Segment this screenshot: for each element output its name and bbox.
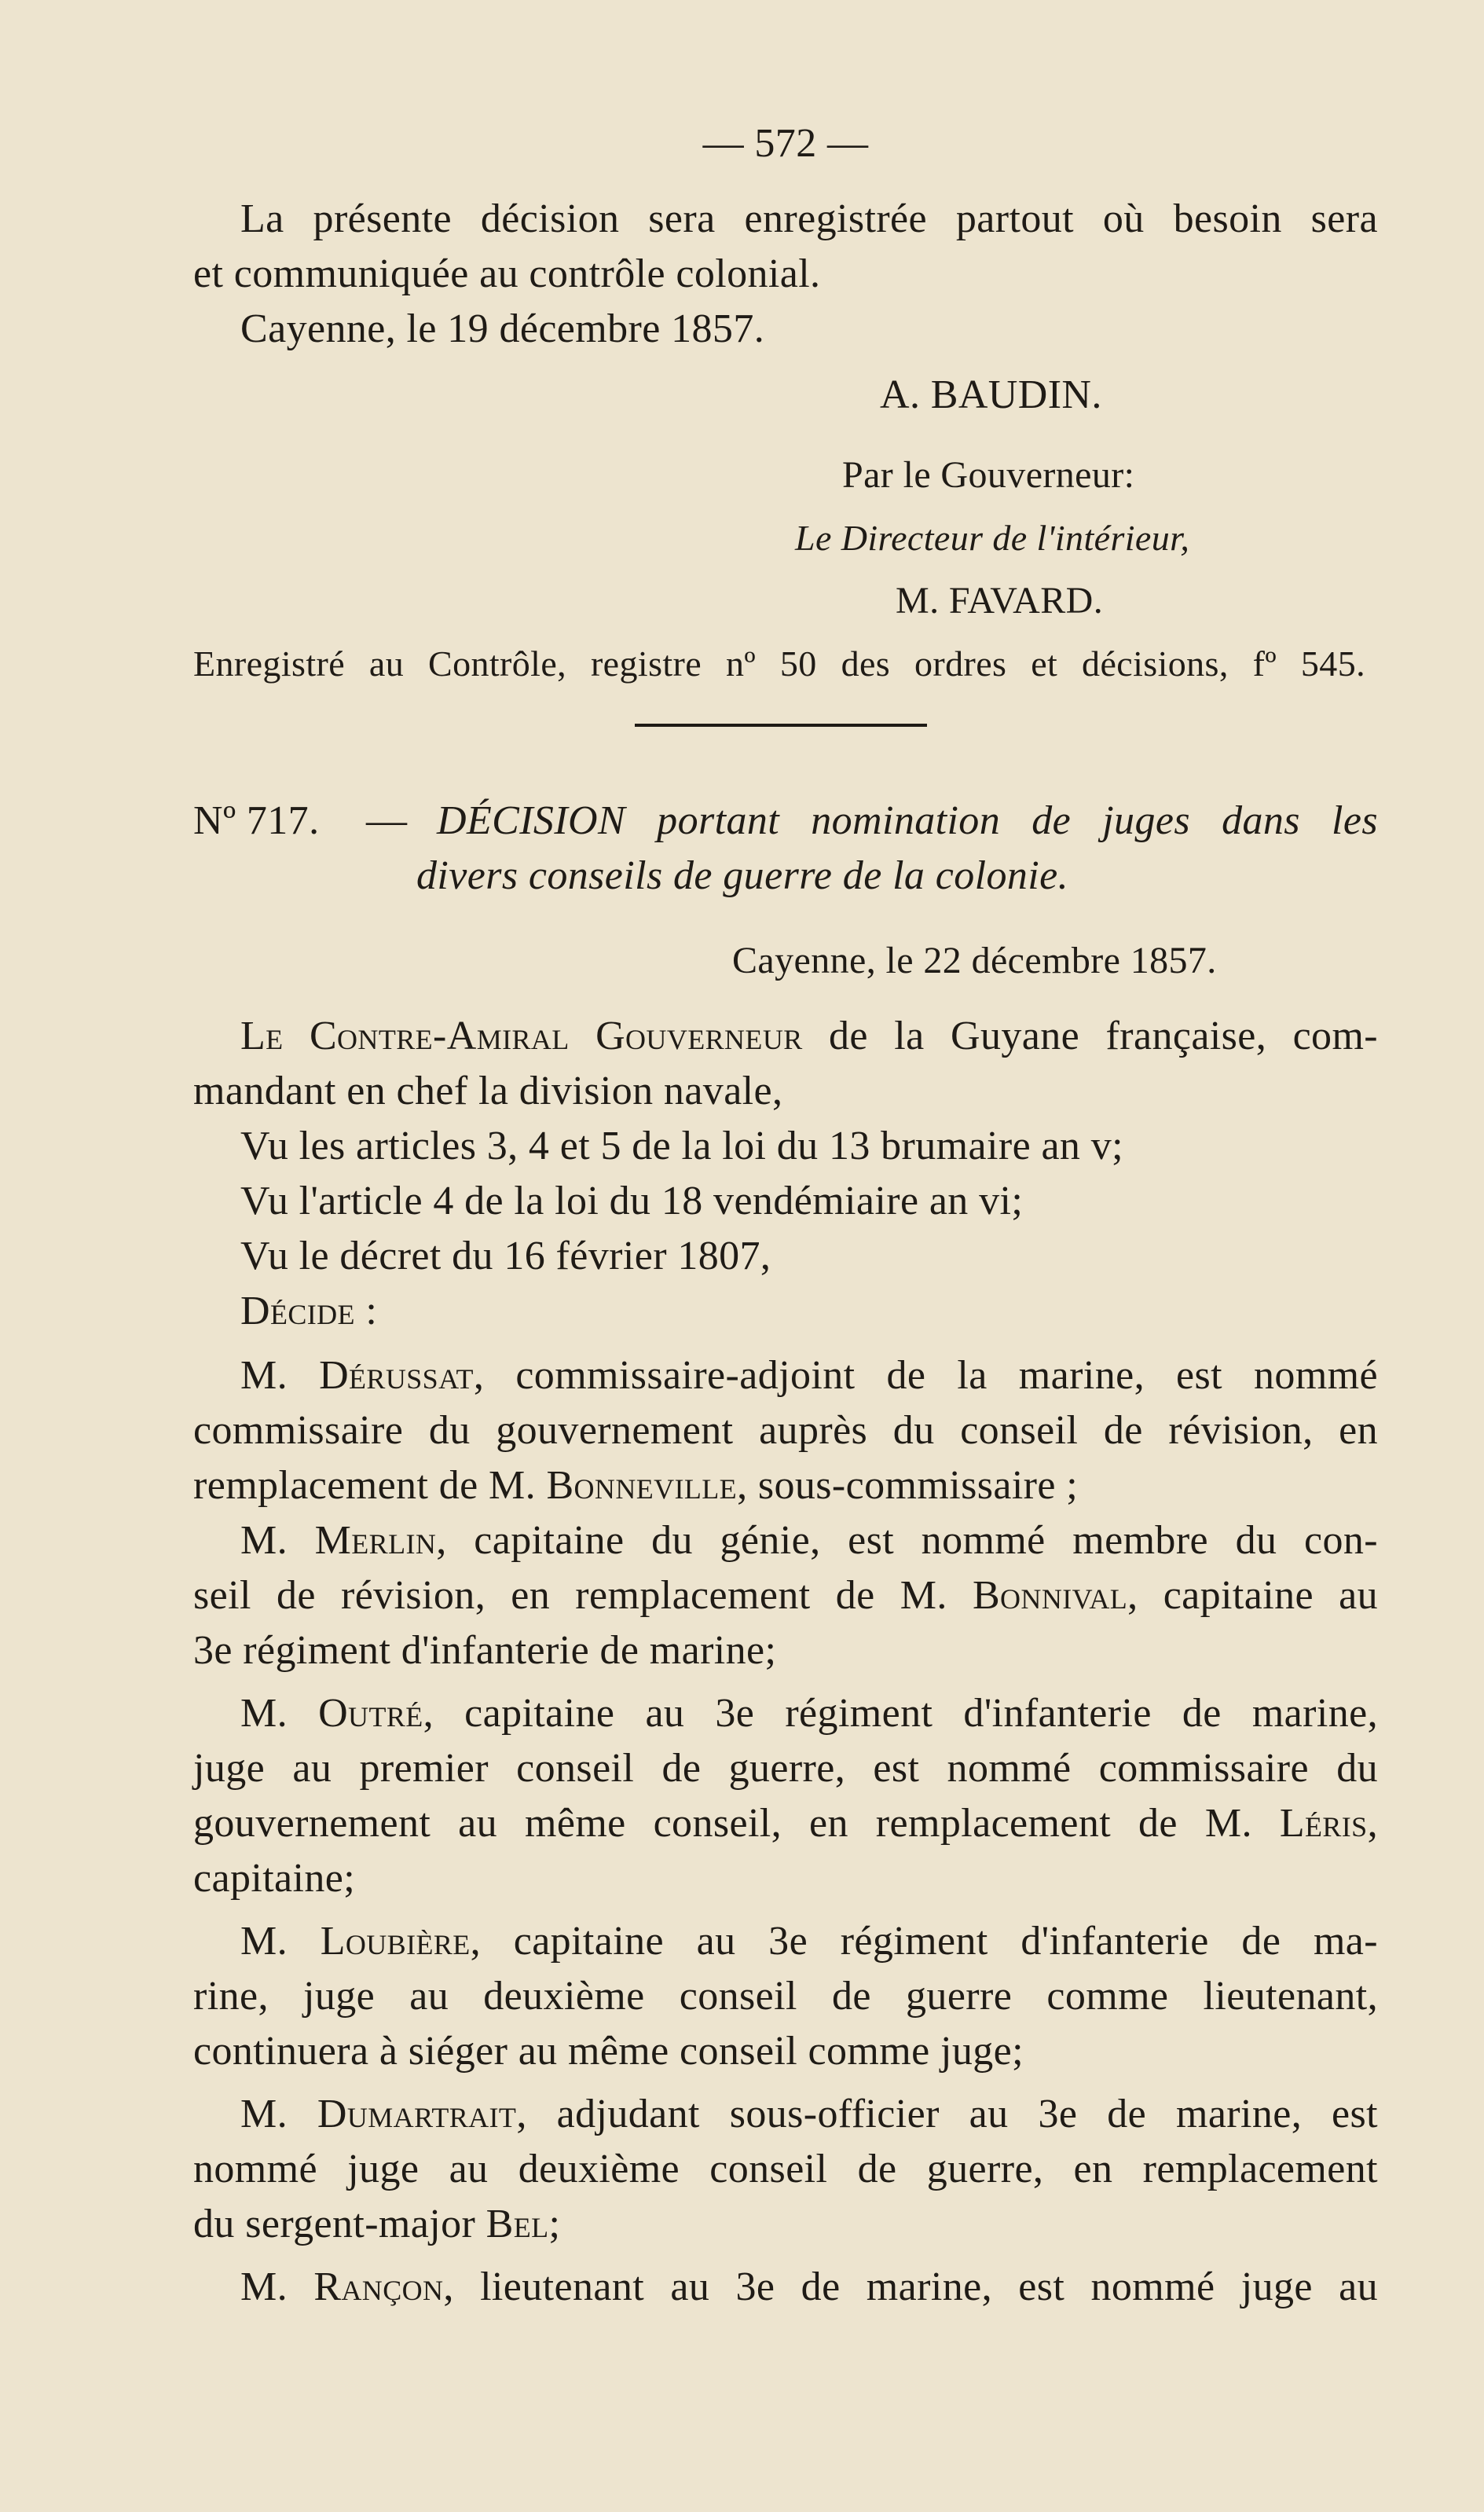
vu-clause: Vu le décret du 16 février 1807, — [240, 1234, 771, 1278]
article-line: commissaire du gouvernement auprès du conseil de révision, en — [193, 1408, 1378, 1453]
article-line: juge au premier conseil de guerre, est nommé commissaire du — [193, 1746, 1378, 1791]
signature-role: Le Directeur de l'intérieur, — [795, 518, 1190, 558]
person-name: Bonneville — [546, 1463, 738, 1508]
text: , — [1367, 1801, 1378, 1846]
text: gouvernement au même conseil, en remplacement de M. — [193, 1801, 1280, 1846]
text: M. — [240, 1919, 321, 1964]
decide-heading: Décide : — [240, 1289, 378, 1333]
text: , capitaine au — [1127, 1573, 1378, 1618]
person-name: Dumartrait — [317, 2092, 517, 2136]
countersignature: M. FAVARD. — [896, 580, 1104, 622]
text: M. — [240, 1518, 315, 1563]
text: , sous-commissaire ; — [737, 1463, 1079, 1508]
article-line — [240, 1350, 1378, 1402]
text: remplacement de M. — [193, 1463, 547, 1508]
article-line: 3e régiment d'infanterie de marine; — [193, 1628, 777, 1673]
person-name: Merlin — [314, 1518, 437, 1563]
person-name: Bonnival — [972, 1573, 1128, 1618]
article-line — [240, 2261, 1378, 2313]
person-name: Léris — [1279, 1801, 1368, 1846]
article-line — [240, 1688, 1378, 1740]
person-name: Outré — [318, 1691, 423, 1736]
closing-paragraph-line: et communiquée au contrôle colonial. — [193, 251, 821, 296]
text: M. — [240, 1353, 320, 1398]
vu-clause: Vu les articles 3, 4 et 5 de la loi du 13 brumaire an v; — [240, 1124, 1123, 1168]
closing-paragraph-line: La présente décision sera enregistrée partout où besoin sera — [240, 196, 1378, 241]
text: ; — [548, 2202, 561, 2246]
text: , capitaine du génie, est nommé membre du con- — [436, 1518, 1378, 1563]
article-line — [193, 1798, 1378, 1850]
decision-number: Nº 717. — [193, 798, 320, 843]
signature: A. BAUDIN. — [880, 372, 1102, 417]
article-line — [193, 1570, 1378, 1622]
article-line — [193, 1460, 1078, 1512]
article-line: rine, juge au deuxième conseil de guerre comme lieutenant, — [193, 1974, 1378, 2019]
article-line: capitaine; — [193, 1856, 356, 1901]
text: , capitaine au 3e régiment d'infanterie de ma- — [470, 1919, 1378, 1964]
page-number: — 572 — — [702, 121, 869, 166]
text: M. — [240, 2264, 314, 2309]
text: seil de révision, en remplacement de M. — [193, 1573, 973, 1618]
preamble-text: de la Guyane française, com- — [802, 1014, 1379, 1058]
text: M. — [240, 2092, 317, 2136]
decision-title: DÉCISION portant nomination de juges dans les — [437, 798, 1378, 843]
person-name: Loubière — [320, 1919, 471, 1964]
article-line — [240, 1916, 1378, 1967]
preamble-line: mandant en chef la division navale, — [193, 1069, 783, 1113]
person-name: Rançon — [313, 2264, 444, 2309]
governor-title: Le Contre-Amiral Gouverneur — [240, 1014, 803, 1058]
text: du sergent-major — [193, 2202, 486, 2246]
vu-clause: Vu l'article 4 de la loi du 18 vendémiaire an vi; — [240, 1179, 1024, 1223]
person-name: Bel — [486, 2202, 549, 2246]
registration-note: Enregistré au Contrôle, registre nº 50 des ordres et décisions, fº 545. — [193, 644, 1365, 684]
section-divider — [635, 724, 927, 727]
text: , capitaine au 3e régiment d'infanterie de marine, — [423, 1691, 1378, 1736]
text: , lieutenant au 3e de marine, est nommé juge au — [443, 2264, 1378, 2309]
signature-par: Par le Gouverneur: — [842, 454, 1135, 496]
text: , adjudant sous-officier au 3e de marine, est — [516, 2092, 1378, 2136]
text: M. — [240, 1691, 319, 1736]
text: , commissaire-adjoint de la marine, est nommé — [473, 1353, 1378, 1398]
article-line: nommé juge au deuxième conseil de guerre, en remplacement — [193, 2147, 1378, 2191]
preamble-line — [240, 1010, 1378, 1062]
article-line — [193, 2198, 560, 2250]
article-line: continuera à siéger au même conseil comme juge; — [193, 2029, 1024, 2074]
decision-dash: — — [366, 798, 408, 843]
decision-date: Cayenne, le 22 décembre 1857. — [732, 940, 1217, 981]
decision-title: divers conseils de guerre de la colonie. — [416, 853, 1068, 898]
place-date: Cayenne, le 19 décembre 1857. — [240, 306, 765, 351]
article-line — [240, 1515, 1378, 1567]
person-name: Dérussat — [319, 1353, 474, 1398]
article-line — [240, 2088, 1378, 2140]
